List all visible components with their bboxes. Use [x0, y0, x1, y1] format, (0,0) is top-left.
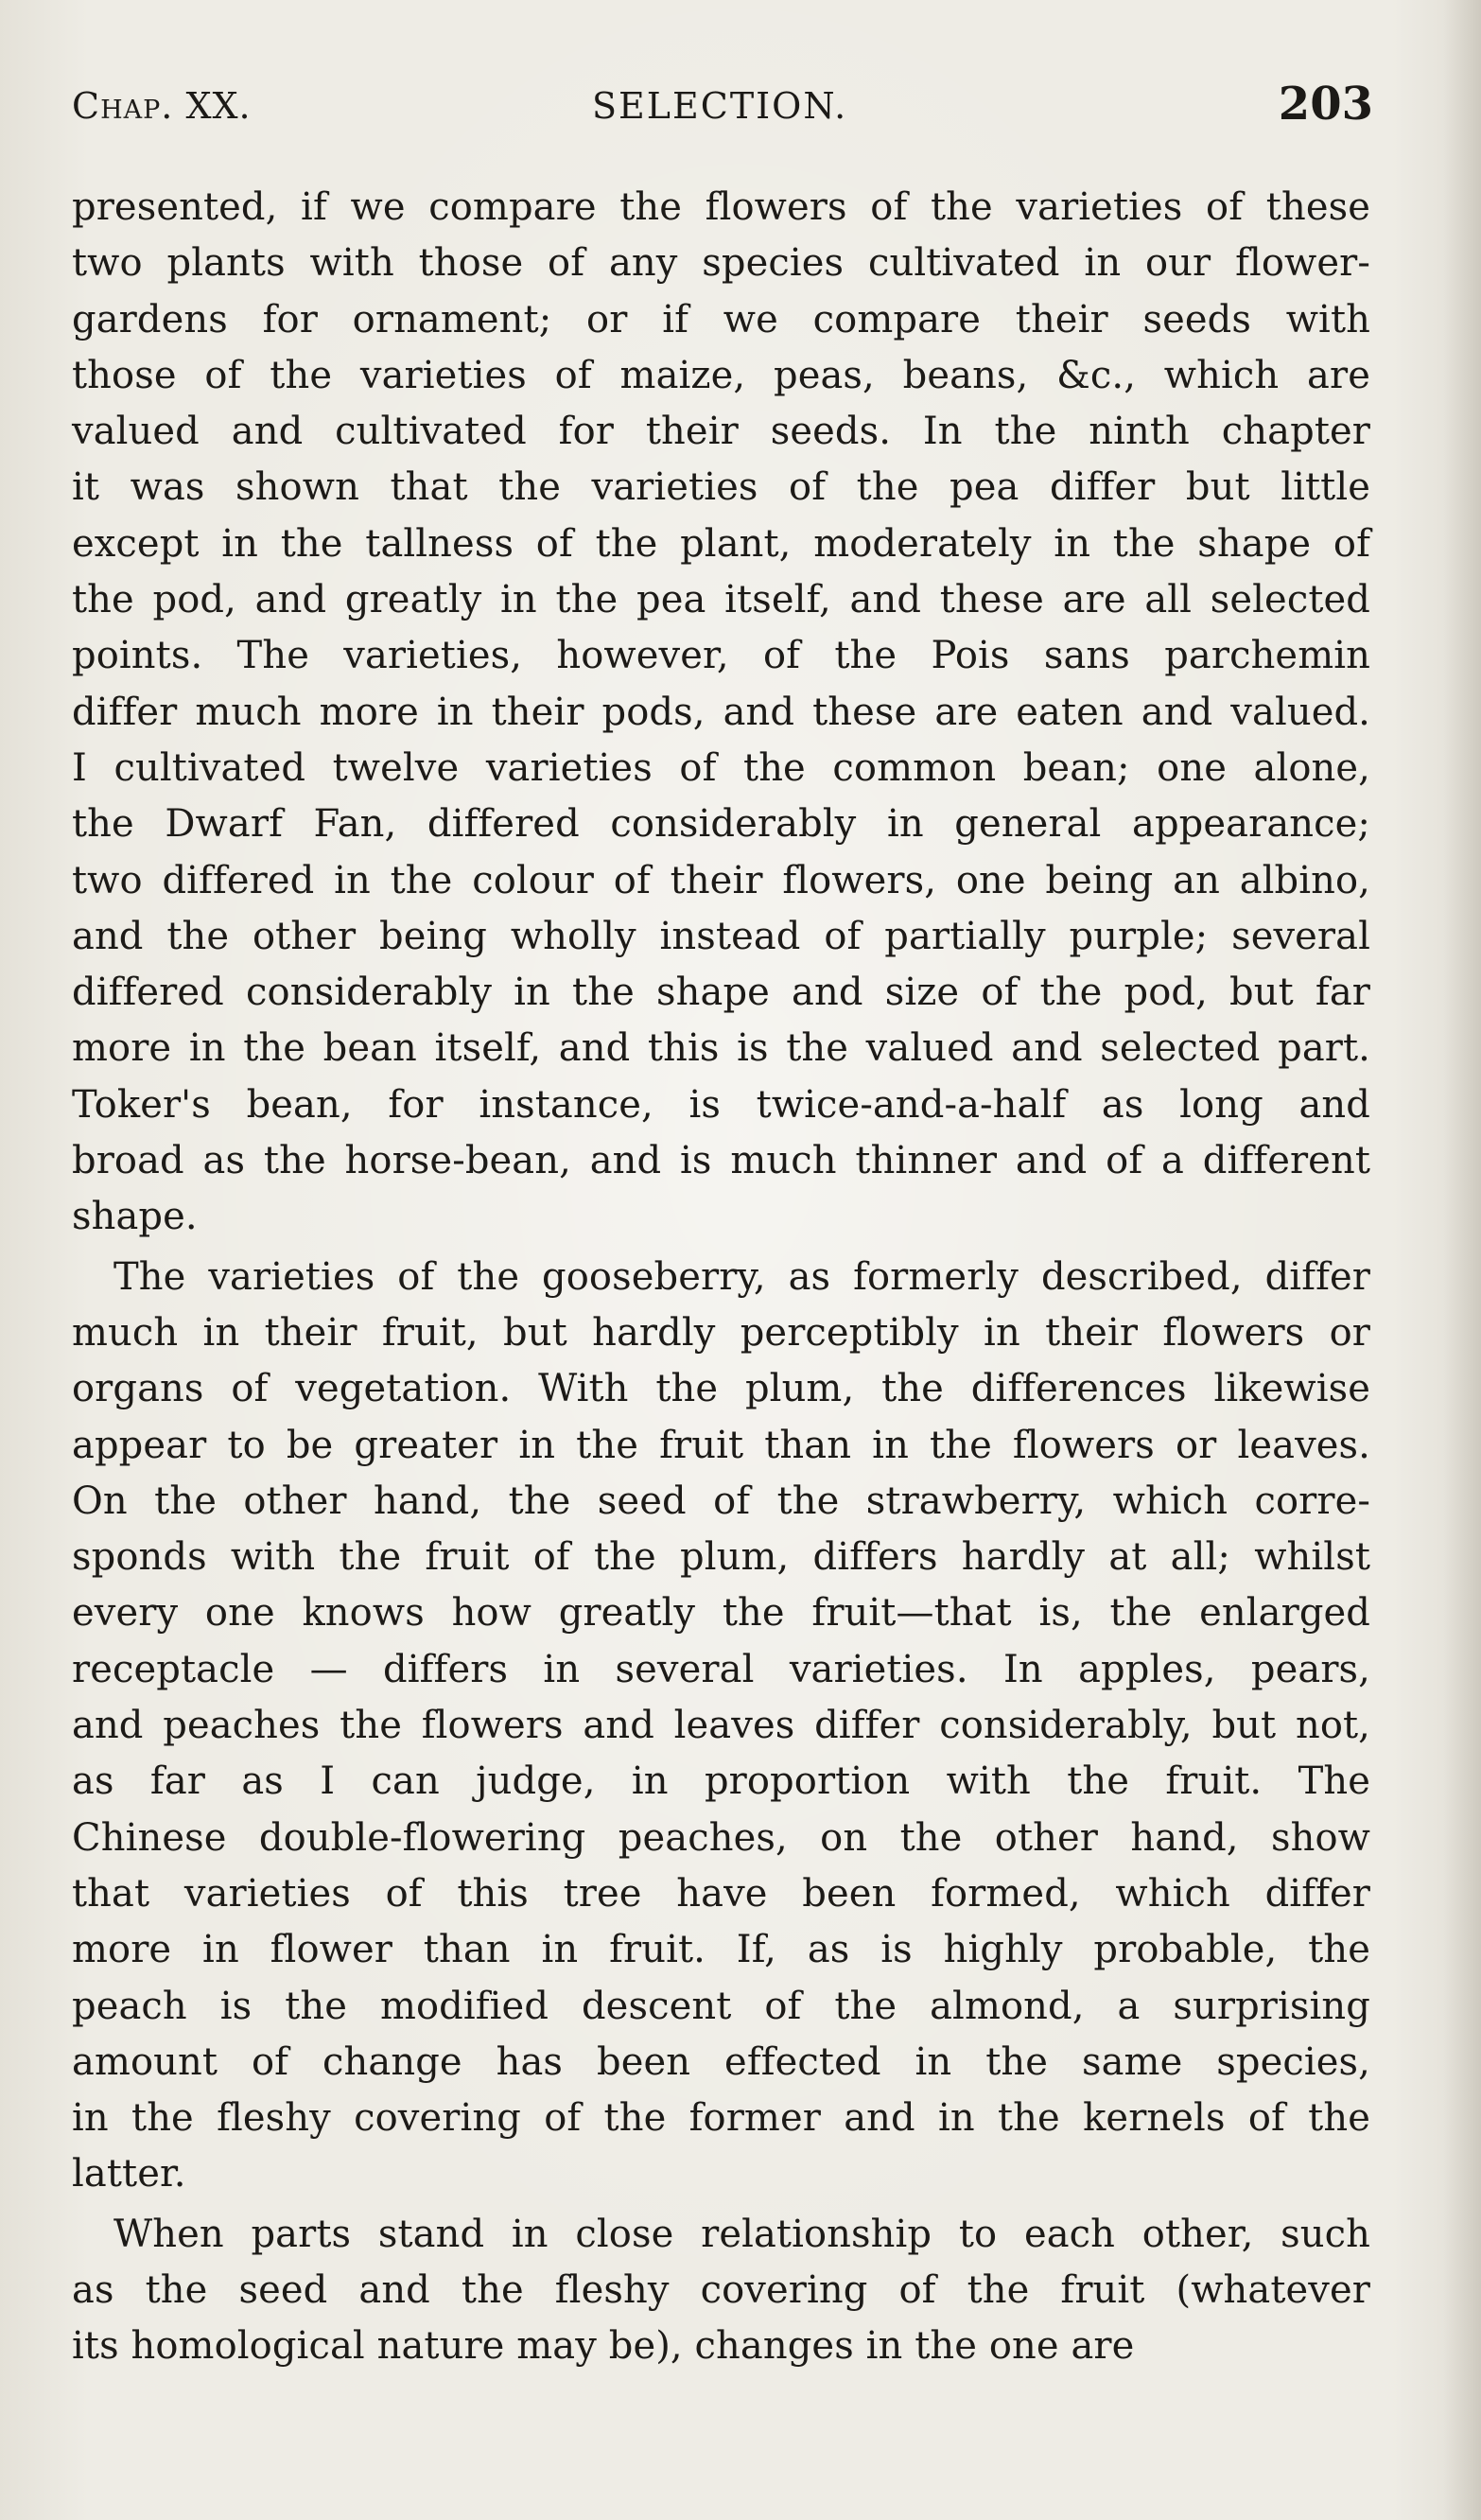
text-line: I cultivated twelve varieties of the common bean; one alone, [72, 745, 1370, 790]
text-line: On the other hand, the seed of the strawberry, which corre- [72, 1479, 1370, 1523]
text-line: every one knows how greatly the fruit—that is, the enlarged [72, 1591, 1370, 1636]
text-line: shape. [72, 1195, 198, 1239]
text-line: broad as the horse-bean, and is much thinner and of a different [72, 1139, 1370, 1183]
text-line: as far as I can judge, in proportion with the fruit. The [72, 1759, 1370, 1804]
paragraph [72, 180, 1370, 1246]
text-line: organs of vegetation. With the plum, the differences likewise [72, 1367, 1370, 1411]
text-line: as the seed and the fleshy covering of the fruit (whatever [72, 2267, 1370, 2312]
running-header [72, 78, 1373, 134]
text-line: the pod, and greatly in the pea itself, and these are all selected [72, 578, 1370, 622]
page-body [72, 180, 1370, 2375]
paragraph [72, 1250, 1370, 2203]
text-line: those of the varieties of maize, peas, beans, &c., which are [72, 353, 1370, 397]
text-line: more in the bean itself, and this is the valued and selected part. [72, 1026, 1370, 1071]
page-number: 203 [1278, 78, 1373, 131]
text-line: receptacle — differs in several varieties. In apples, pears, [72, 1647, 1370, 1691]
text-line: The varieties of the gooseberry, as formerly described, differ [113, 1254, 1370, 1299]
page-edge-shadow [1443, 0, 1481, 2520]
text-line: differed considerably in the shape and size of the pod, but far [72, 971, 1370, 1015]
text-line: valued and cultivated for their seeds. In the ninth chapter [72, 410, 1370, 454]
text-line: in the fleshy covering of the former and in the kernels of the [72, 2096, 1370, 2141]
text-line: more in flower than in fruit. If, as is highly probable, the [72, 1928, 1370, 1972]
text-line: differ much more in their pods, and these are eaten and valued. [72, 690, 1370, 734]
text-line: presented, if we compare the flowers of the varieties of these [72, 185, 1370, 229]
text-line: appear to be greater in the fruit than in the flowers or leaves. [72, 1423, 1370, 1467]
text-line: two plants with those of any species cultivated in our flower- [72, 241, 1370, 286]
text-line: sponds with the fruit of the plum, differs hardly at all; whilst [72, 1535, 1370, 1580]
text-line: it was shown that the varieties of the pea differ but little [72, 465, 1370, 510]
text-line: the Dwarf Fan, differed considerably in general appearance; [72, 802, 1370, 847]
text-line: latter. [72, 2152, 186, 2196]
text-line: that varieties of this tree have been formed, which differ [72, 1871, 1370, 1916]
text-line: Chinese double-flowering peaches, on the other hand, show [72, 1815, 1370, 1860]
chapter-label: Chap. XX. [72, 85, 252, 127]
text-line: and the other being wholly instead of partially purple; several [72, 914, 1370, 958]
text-line: When parts stand in close relationship to each other, such [113, 2212, 1370, 2256]
text-line: and peaches the flowers and leaves differ considerably, but not, [72, 1704, 1370, 1748]
text-line: its homological nature may be), changes in the one are [72, 2324, 1135, 2369]
paragraph [72, 2207, 1370, 2375]
text-line: peach is the modified descent of the almond, a surprising [72, 1984, 1370, 2028]
text-line: two differed in the colour of their flowers, one being an albino, [72, 858, 1370, 902]
section-title: SELECTION. [592, 85, 848, 127]
text-line: except in the tallness of the plant, moderately in the shape of [72, 521, 1370, 566]
text-line: much in their fruit, but hardly perceptibly in their flowers or [72, 1310, 1370, 1355]
text-line: amount of change has been effected in the same species, [72, 2039, 1370, 2084]
text-line: points. The varieties, however, of the Pois sans parchemin [72, 634, 1370, 678]
text-line: Toker's bean, for instance, is twice-and-a-half as long and [72, 1082, 1370, 1127]
text-line: gardens for ornament; or if we compare their seeds with [72, 297, 1370, 341]
